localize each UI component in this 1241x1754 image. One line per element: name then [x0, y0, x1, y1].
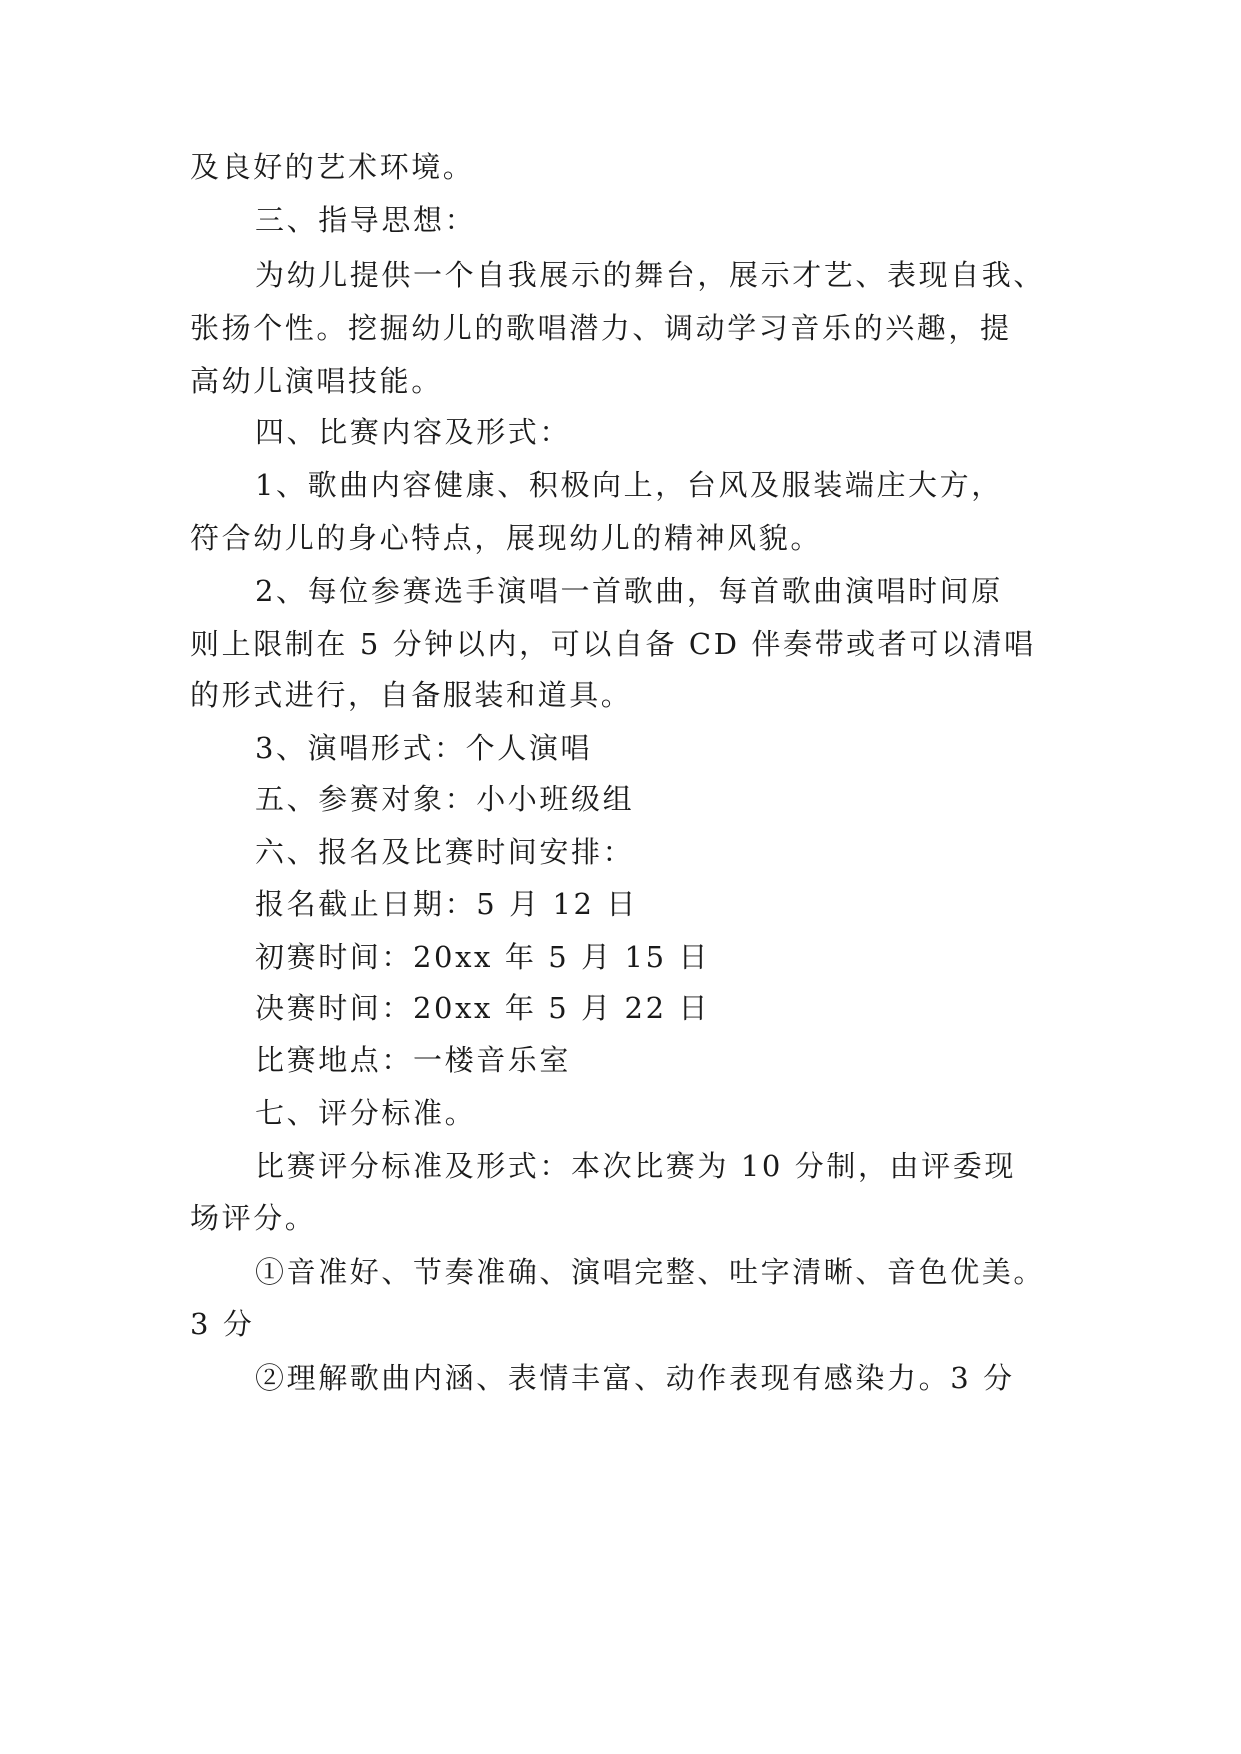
paragraph-line: 的形式进行，自备服装和道具。 [190, 678, 633, 712]
paragraph-line: 则上限制在 5 分钟以内，可以自备 CD 伴奏带或者可以清唱 [190, 627, 1036, 661]
paragraph-line: 比赛评分标准及形式：本次比赛为 10 分制，由评委现 [255, 1149, 1016, 1183]
paragraph-line: 2、每位参赛选手演唱一首歌曲，每首歌曲演唱时间原 [255, 574, 1003, 608]
paragraph-line: 决赛时间：20xx 年 5 月 22 日 [255, 991, 711, 1025]
list-item: ①音准好、节奏准确、演唱完整、吐字清晰、音色优美。 [255, 1255, 1046, 1289]
section-heading: 三、指导思想： [255, 203, 477, 237]
section-heading: 六、报名及比赛时间安排： [255, 835, 635, 869]
paragraph-line: 初赛时间：20xx 年 5 月 15 日 [255, 940, 711, 974]
section-heading: 四、比赛内容及形式： [255, 415, 572, 449]
paragraph-line: 1、歌曲内容健康、积极向上，台风及服装端庄大方， [255, 468, 1003, 502]
list-item: ②理解歌曲内涵、表情丰富、动作表现有感染力。3 分 [255, 1361, 1015, 1395]
paragraph-line: 及良好的艺术环境。 [190, 150, 475, 184]
paragraph-line: 高幼儿演唱技能。 [190, 364, 443, 398]
paragraph-line: 张扬个性。挖掘幼儿的歌唱潜力、调动学习音乐的兴趣，提 [190, 311, 1012, 345]
section-heading: 五、参赛对象：小小班级组 [255, 782, 635, 816]
paragraph-line: 符合幼儿的身心特点，展现幼儿的精神风貌。 [190, 521, 823, 555]
paragraph-line: 比赛地点：一楼音乐室 [255, 1043, 572, 1077]
paragraph-line: 3、演唱形式：个人演唱 [255, 731, 593, 765]
section-heading: 七、评分标准。 [255, 1096, 477, 1130]
paragraph-line: 报名截止日期：5 月 12 日 [255, 887, 639, 921]
paragraph-line: 为幼儿提供一个自我展示的舞台，展示才艺、表现自我、 [255, 258, 1046, 292]
paragraph-line: 场评分。 [190, 1201, 317, 1235]
paragraph-line: 3 分 [190, 1307, 255, 1341]
